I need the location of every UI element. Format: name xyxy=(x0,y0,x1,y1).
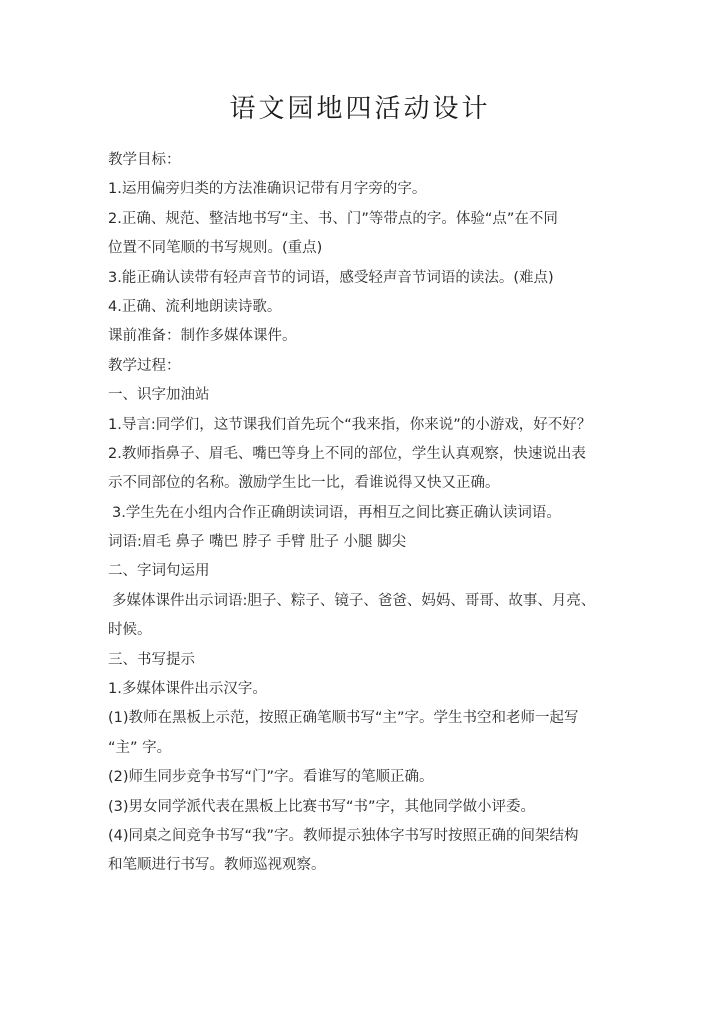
objective-2-continued: 位置不同笔顺的书写规则。(重点) xyxy=(108,240,323,257)
substep-4-continued: 和笔顺进行书写。教师巡视观察。 xyxy=(108,857,326,874)
word-list-2: 多媒体课件出示词语:胆子、粽子、镜子、爸爸、妈妈、哥哥、故事、月亮、 xyxy=(112,592,596,609)
heading-part-3: 三、书写提示 xyxy=(108,651,195,668)
objective-2: 2.正确、规范、整洁地书写“主、书、门”等带点的字。体验“点”在不同 xyxy=(108,210,558,227)
document-body xyxy=(108,146,628,881)
section-label-process: 教学过程： xyxy=(108,357,181,374)
step-3-1: 1.多媒体课件出示汉字。 xyxy=(108,681,267,698)
document-title: 语文园地四活动设计 xyxy=(229,94,491,124)
step-1-3: 3.学生先在小组内合作正确朗读词语，再相互之间比赛正确认读词语。 xyxy=(112,504,561,521)
substep-3: (3)男女同学派代表在黑板上比赛书写“书”字，其他同学做小评委。 xyxy=(108,798,536,815)
heading-part-2: 二、字词句运用 xyxy=(108,563,210,580)
step-1-2-continued: 示不同部位的名称。激励学生比一比，看谁说得又快又正确。 xyxy=(108,475,500,492)
substep-2: (2)师生同步竞争书写“门”字。看谁写的笔顺正确。 xyxy=(108,769,434,786)
word-list-1: 词语:眉毛 鼻子 嘴巴 脖子 手臂 肚子 小腿 脚尖 xyxy=(108,534,407,551)
substep-4: (4)同桌之间竞争书写“我”字。教师提示独体字书写时按照正确的间架结构 xyxy=(108,827,579,844)
section-label-objectives: 教学目标： xyxy=(108,152,181,168)
substep-1: (1)教师在黑板上示范，按照正确笔顺书写“主”字。学生书空和老师一起写 xyxy=(108,710,579,727)
substep-1-continued: “主” 字。 xyxy=(108,739,172,756)
objective-4: 4.正确、流利地朗读诗歌。 xyxy=(108,298,282,315)
preparation: 课前准备：制作多媒体课件。 xyxy=(108,328,297,345)
objective-3: 3.能正确认读带有轻声音节的词语，感受轻声音节词语的读法。(难点) xyxy=(108,269,554,286)
step-1-2: 2.教师指鼻子、眉毛、嘴巴等身上不同的部位，学生认真观察，快速说出表 xyxy=(108,445,586,462)
heading-part-1: 一、识字加油站 xyxy=(108,387,210,404)
step-1-1: 1.导言:同学们，这节课我们首先玩个“我来指，你来说”的小游戏，好不好？ xyxy=(108,416,592,433)
objective-1: 1.运用偏旁归类的方法准确识记带有月字旁的字。 xyxy=(108,181,427,198)
word-list-2-continued: 时候。 xyxy=(108,622,152,639)
